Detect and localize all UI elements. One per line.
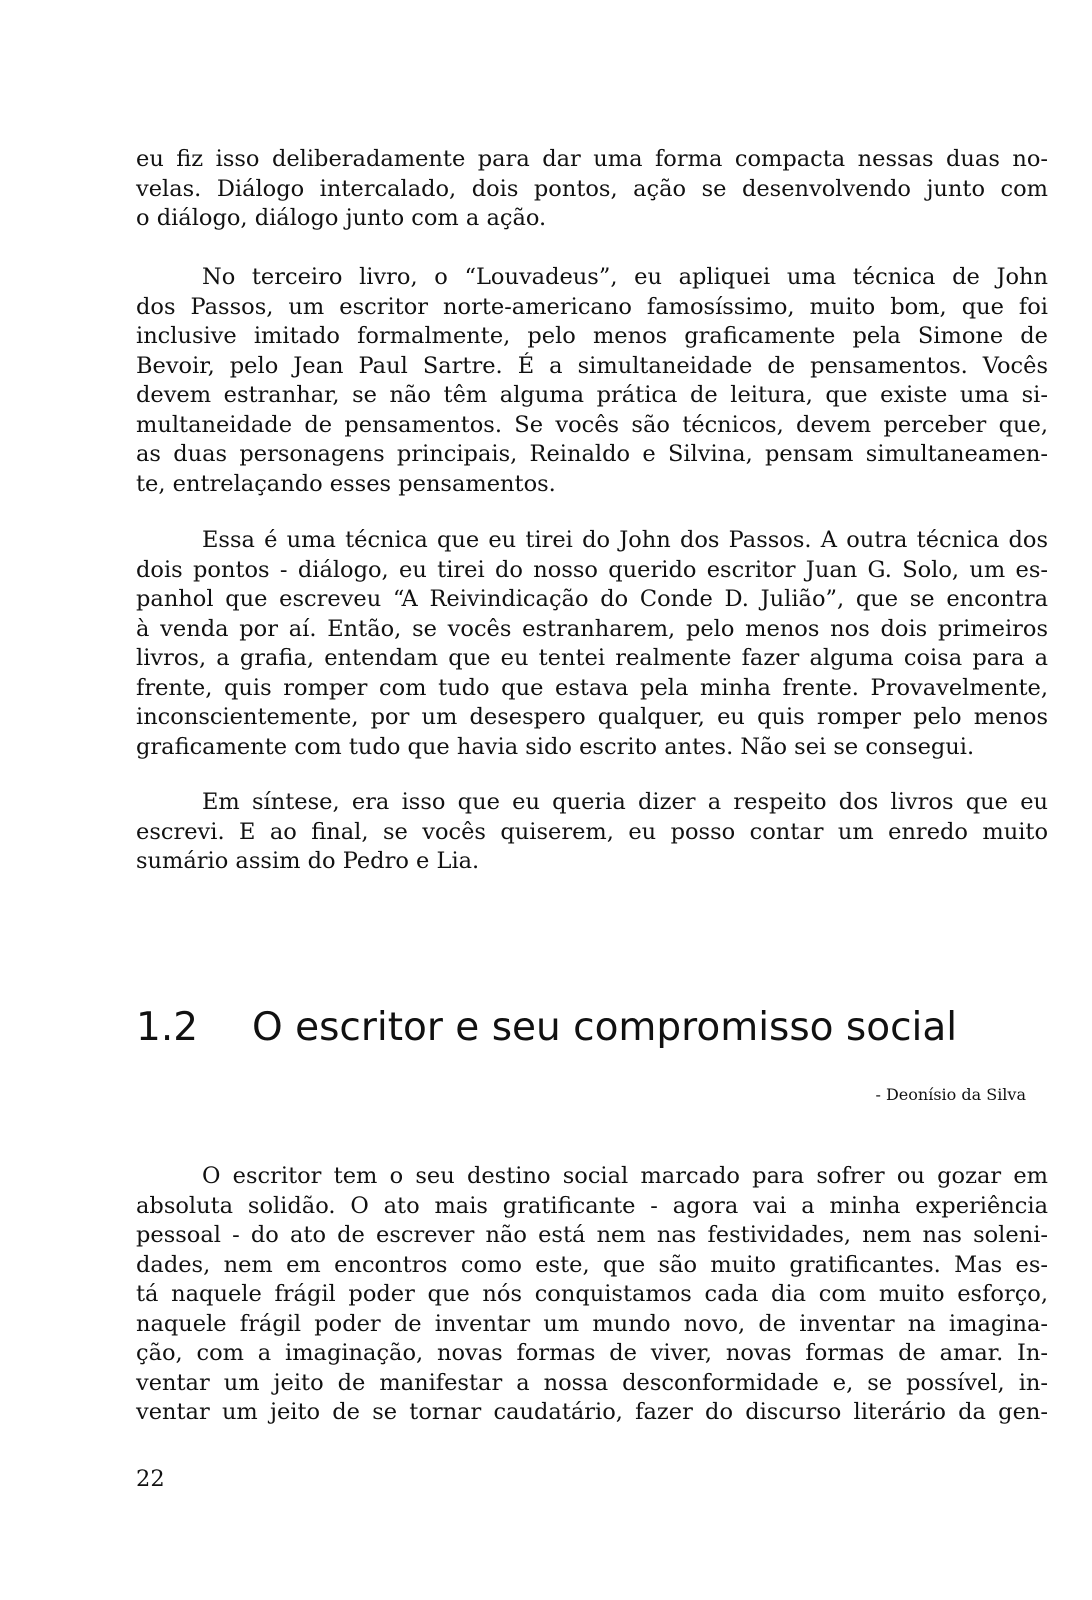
text-line: sumário assim do Pedro e Lia. [136, 848, 480, 874]
text-line: Essa é uma técnica que eu tirei do John dos Passos. A outra técnica dos [202, 527, 1048, 553]
text-line: livros, a grafia, entendam que eu tentei realmente fazer alguma coisa para a [136, 645, 1048, 671]
text-line: frente, quis romper com tudo que estava pela minha frente. Provavelmente, [136, 674, 1048, 701]
text-line: inconscientemente, por um desespero qualquer, eu quis romper pelo menos [136, 704, 1048, 730]
section-author: - Deonísio da Silva [875, 1085, 1026, 1104]
text-line: O escritor tem o seu destino social marcado para sofrer ou gozar em [202, 1163, 1048, 1189]
paragraph-4 [136, 788, 1048, 877]
text-line: graficamente com tudo que havia sido escrito antes. Não sei se consegui. [136, 733, 975, 760]
text-line: dos Passos, um escritor norte-americano famosíssimo, muito bom, que foi [136, 293, 1048, 320]
text-line: No terceiro livro, o “Louvadeus”, eu apliquei uma técnica de John [202, 264, 1048, 290]
text-line: velas. Diálogo intercalado, dois pontos, ação se desenvolvendo junto com [136, 175, 1048, 202]
section-paragraph [136, 1162, 1048, 1428]
text-line: as duas personagens principais, Reinaldo e Silvina, pensam simultaneamen- [136, 441, 1048, 467]
section-title: O escritor e seu compromisso social [252, 1005, 958, 1050]
section-number: 1.2 [136, 1005, 199, 1050]
text-line: multaneidade de pensamentos. Se vocês são técnicos, devem perceber que, [136, 411, 1048, 438]
text-line: ventar um jeito de se tornar caudatário, fazer do discurso literário da gen- [136, 1399, 1048, 1425]
paragraph-3 [136, 526, 1048, 762]
text-line: escrevi. E ao final, se vocês quiserem, eu posso contar um enredo muito [136, 818, 1048, 845]
text-line: panhol que escreveu “A Reivindicação do Conde D. Julião”, que se encontra [136, 586, 1048, 612]
text-line: tá naquele frágil poder que nós conquistamos cada dia com muito esforço, [136, 1281, 1048, 1307]
text-line: devem estranhar, se não têm alguma prática de leitura, que existe uma si- [136, 382, 1048, 408]
text-line: eu fiz isso deliberadamente para dar uma forma compacta nessas duas no- [136, 146, 1048, 172]
text-line: ção, com a imaginação, novas formas de viver, novas formas de amar. In- [136, 1340, 1048, 1366]
text-line: dois pontos - diálogo, eu tirei do nosso querido escritor Juan G. Solo, um es- [136, 556, 1048, 583]
text-line: Bevoir, pelo Jean Paul Sartre. É a simultaneidade de pensamentos. Vocês [136, 352, 1048, 379]
text-line: ventar um jeito de manifestar a nossa desconformidade e, se possível, in- [136, 1369, 1048, 1396]
text-line: naquele frágil poder de inventar um mundo novo, de inventar na imagina- [136, 1310, 1048, 1337]
text-line: pessoal - do ato de escrever não está nem nas festividades, nem nas soleni- [136, 1222, 1048, 1248]
section-heading [136, 1000, 1048, 1056]
text-line: te, entrelaçando esses pensamentos. [136, 470, 556, 497]
text-line: Em síntese, era isso que eu queria dizer a respeito dos livros que eu [202, 789, 1048, 815]
text-line: à venda por aí. Então, se vocês estranharem, pelo menos nos dois primeiros [136, 615, 1048, 642]
text-line: inclusive imitado formalmente, pelo menos graficamente pela Simone de [136, 323, 1048, 349]
text-line: o diálogo, diálogo junto com a ação. [136, 205, 547, 231]
paragraph-1 [136, 145, 1048, 234]
text-line: dades, nem em encontros como este, que são muito gratificantes. Mas es- [136, 1251, 1048, 1278]
paragraph-2 [136, 263, 1048, 499]
page-number: 22 [136, 1466, 165, 1492]
text-line: absoluta solidão. O ato mais gratificante - agora vai a minha experiência [136, 1192, 1048, 1219]
